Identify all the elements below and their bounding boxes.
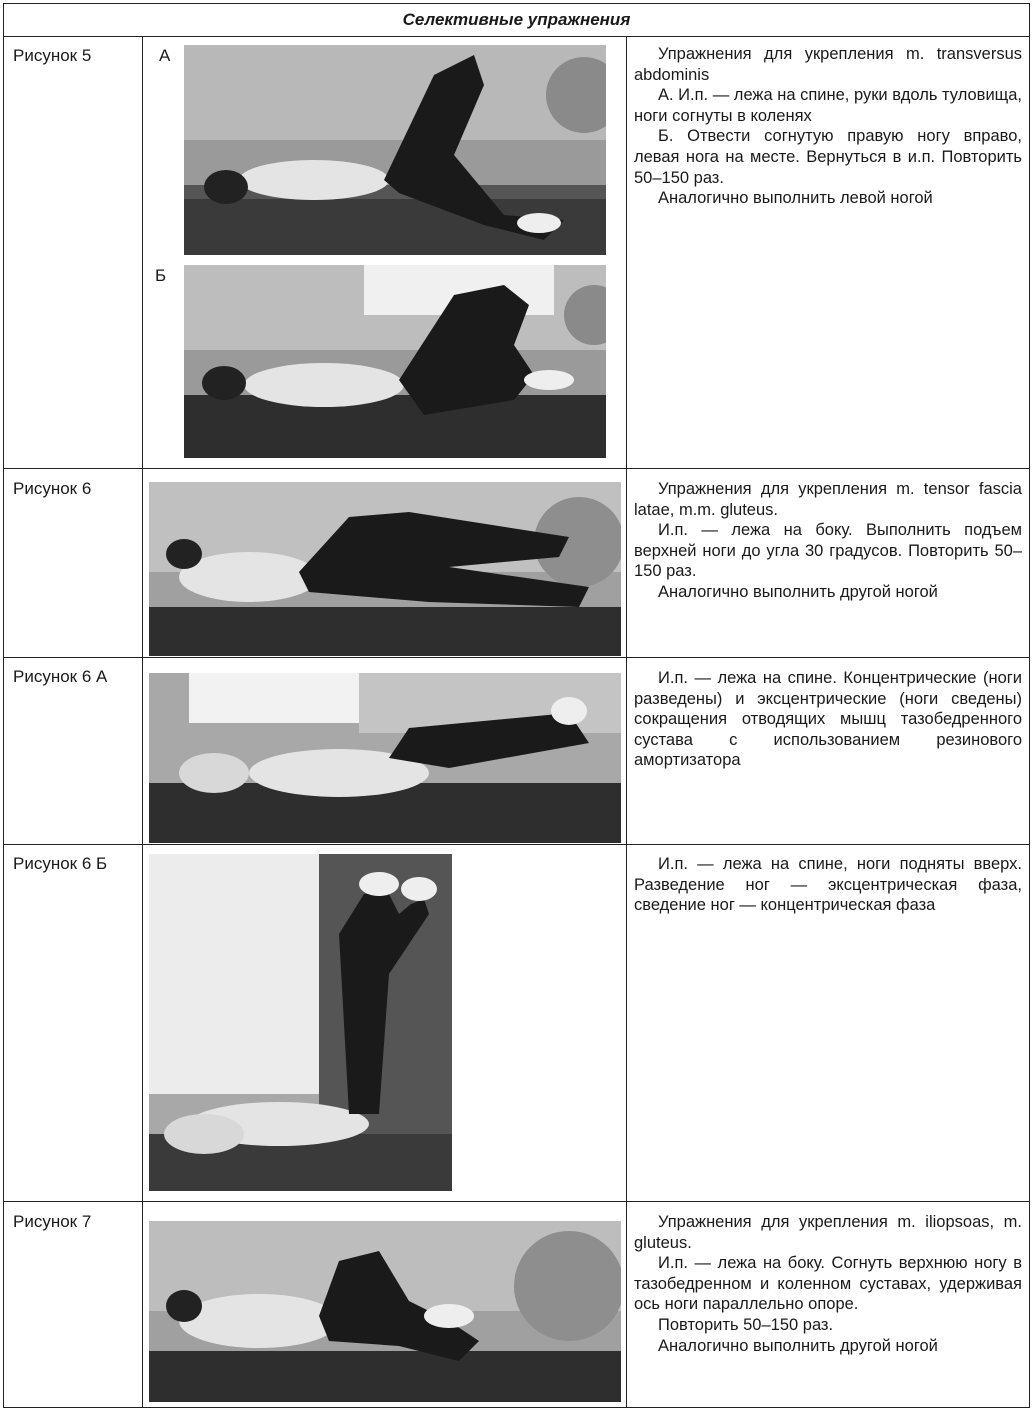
description-paragraph: И.п. — лежа на боку. Выполнить подъем верхней ноги до угла 30 градусов. Повторить 50–150 раз. bbox=[634, 521, 1022, 581]
exercise-description bbox=[634, 854, 1022, 916]
description-paragraph: Упражнения для укрепления m. iliopsoas, m. gluteus. bbox=[634, 1213, 1022, 1252]
figure-label: Рисунок 6 А bbox=[13, 667, 108, 686]
description-paragraph: И.п. — лежа на спине, ноги подняты вверх. Разведение ног — эксцентрическая фаза, сведение ног — концентрическая фаза bbox=[634, 855, 1022, 915]
table-title: Селективные упражнения bbox=[4, 4, 1029, 37]
exercise-photo bbox=[149, 1221, 621, 1402]
exercise-photo bbox=[149, 482, 621, 656]
description-paragraph: Аналогично выполнить левой ногой bbox=[658, 189, 933, 208]
figure-label: Рисунок 5 bbox=[13, 46, 92, 65]
description-paragraph: И.п. — лежа на боку. Согнуть верхнюю ногу в тазобедренном и коленном суставах, удерживая ось ноги параллельно опоре. bbox=[634, 1254, 1022, 1314]
description-paragraph: Упражнения для укрепления m. tensor fascia latae, m.m. gluteus. bbox=[634, 480, 1022, 519]
exercise-table bbox=[3, 3, 1030, 1408]
subfigure-label-a: А bbox=[159, 46, 171, 65]
exercise-description bbox=[634, 479, 1022, 603]
exercise-description bbox=[634, 668, 1022, 771]
subfigure-label-b: Б bbox=[155, 266, 167, 285]
description-paragraph: Аналогично выполнить другой ногой bbox=[658, 582, 938, 601]
row-divider-1 bbox=[4, 468, 1029, 469]
description-paragraph: Аналогично выполнить другой ногой bbox=[658, 1336, 938, 1355]
description-paragraph: Упражнения для укрепления m. transversus abdominis bbox=[634, 45, 1022, 84]
description-paragraph: Повторить 50–150 раз. bbox=[658, 1315, 834, 1334]
figure-label: Рисунок 7 bbox=[13, 1212, 92, 1231]
figure-label: Рисунок 6 Б bbox=[13, 854, 108, 873]
exercise-photo bbox=[184, 45, 606, 255]
row-divider-2 bbox=[4, 657, 1029, 658]
exercise-description bbox=[634, 1212, 1022, 1356]
exercise-photo bbox=[184, 265, 606, 458]
description-paragraph: Б. Отвести согнутую правую ногу вправо, левая нога на месте. Вернуться в и.п. Повторить 50–150 раз. bbox=[634, 127, 1022, 187]
exercise-description bbox=[634, 44, 1022, 209]
row-divider-3 bbox=[4, 844, 1029, 845]
description-paragraph: А. И.п. — лежа на спине, руки вдоль туловища, ноги согнуты в коленях bbox=[634, 86, 1022, 125]
figure-label: Рисунок 6 bbox=[13, 479, 92, 498]
exercise-photo bbox=[149, 854, 452, 1191]
description-paragraph: И.п. — лежа на спине. Концентрические (ноги разведены) и эксцентрические (ноги сведены) сокращения отводящих мышц тазобедренного сустава с использованием резинового амортизатора bbox=[634, 669, 1022, 770]
exercise-photo bbox=[149, 673, 621, 843]
row-divider-4 bbox=[4, 1201, 1029, 1202]
